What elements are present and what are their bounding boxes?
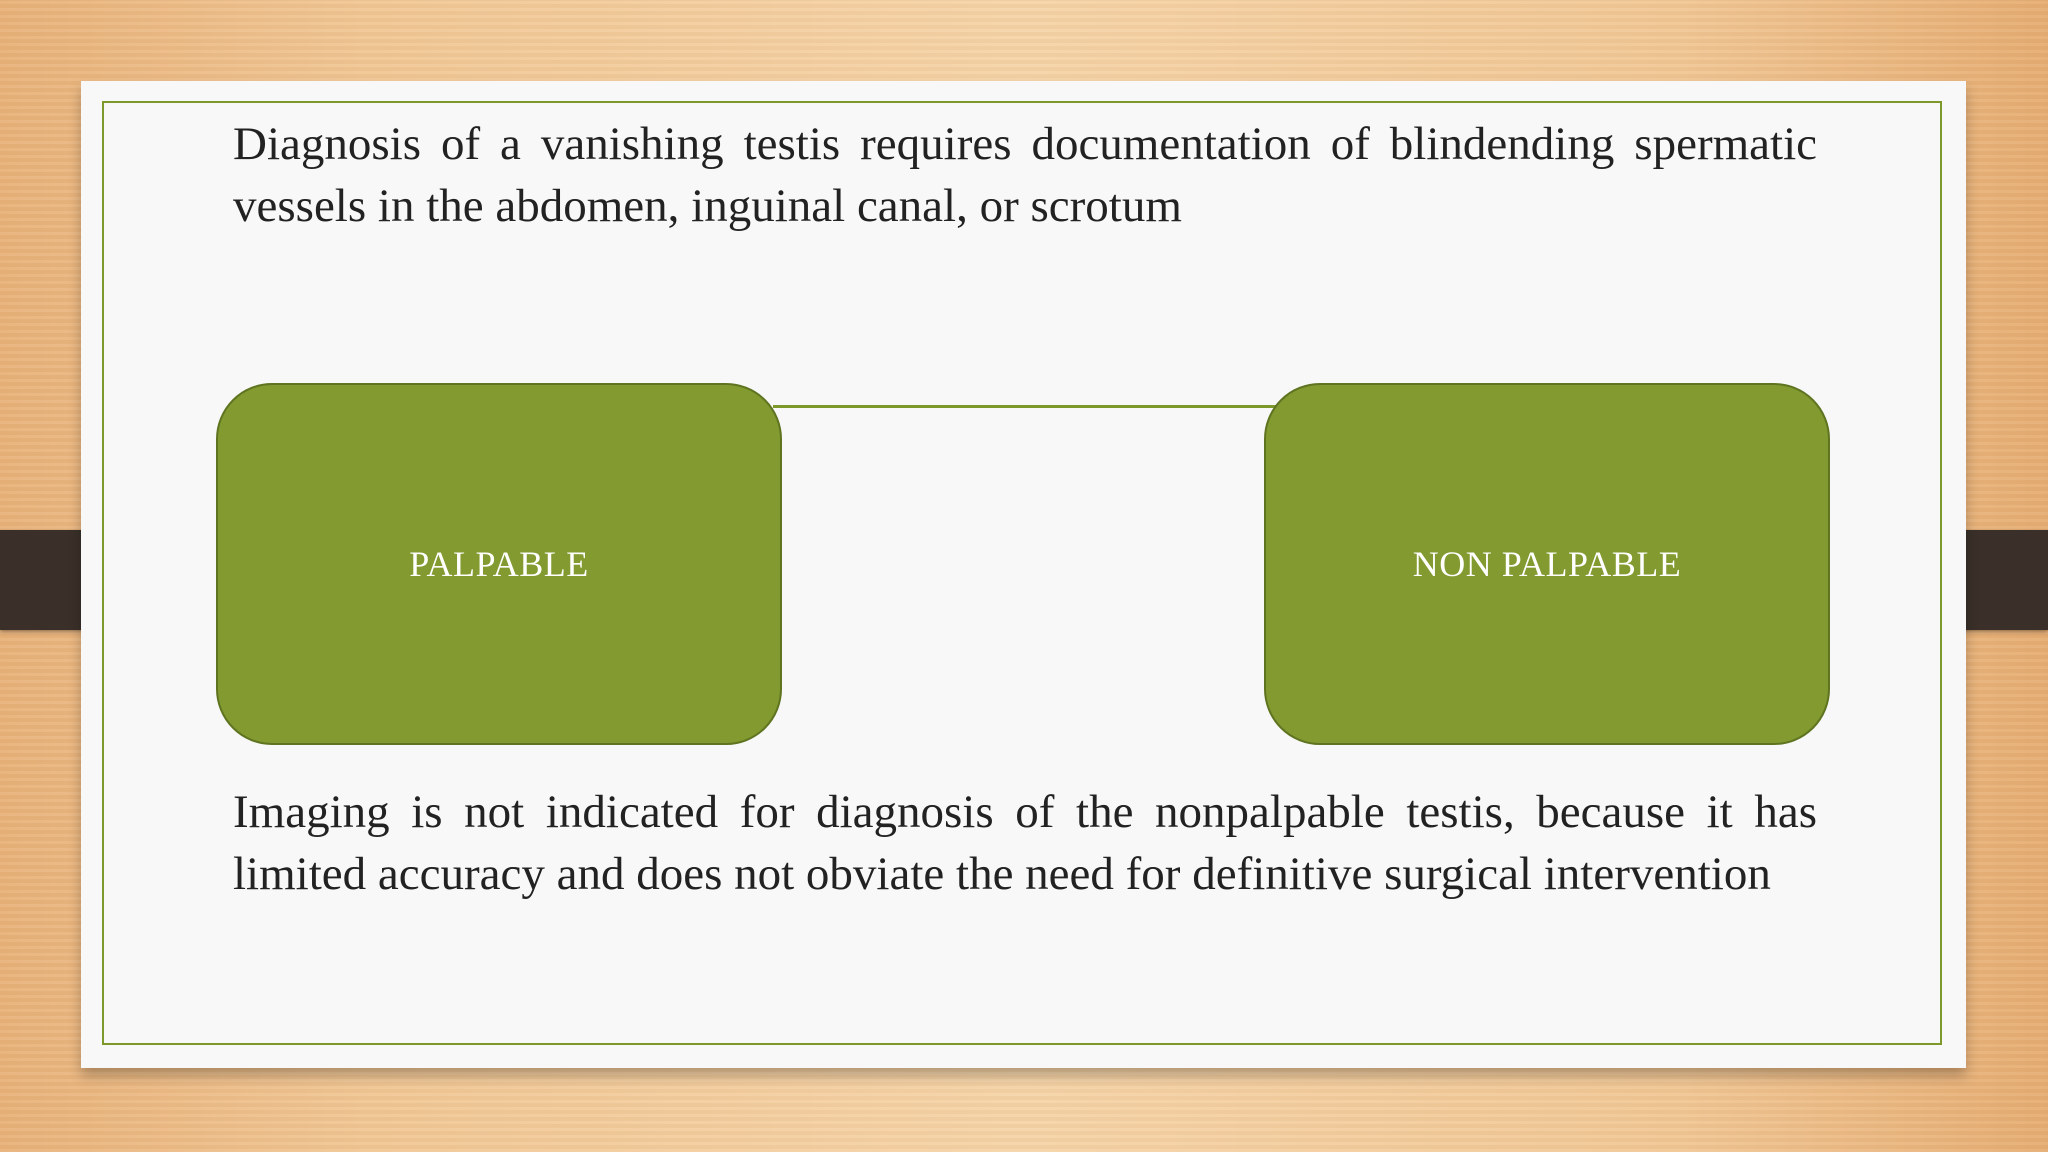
palpable-node [216, 383, 782, 745]
non-palpable-node-label: NON PALPABLE [1412, 544, 1682, 584]
palpable-node-label: PALPABLE [409, 544, 589, 584]
non-palpable-node [1264, 383, 1830, 745]
imaging-note-paragraph: Imaging is not indicated for diagnosis of the nonpalpable testis, because it has limited accuracy and does not obviate the need for definitive surgical intervention [233, 786, 1817, 900]
diagram-connector-line [773, 405, 1278, 408]
intro-paragraph: Diagnosis of a vanishing testis requires documentation of blindending spermatic vessels in the abdomen, inguinal canal, or scrotum [233, 118, 1817, 232]
slide [81, 81, 1966, 1068]
